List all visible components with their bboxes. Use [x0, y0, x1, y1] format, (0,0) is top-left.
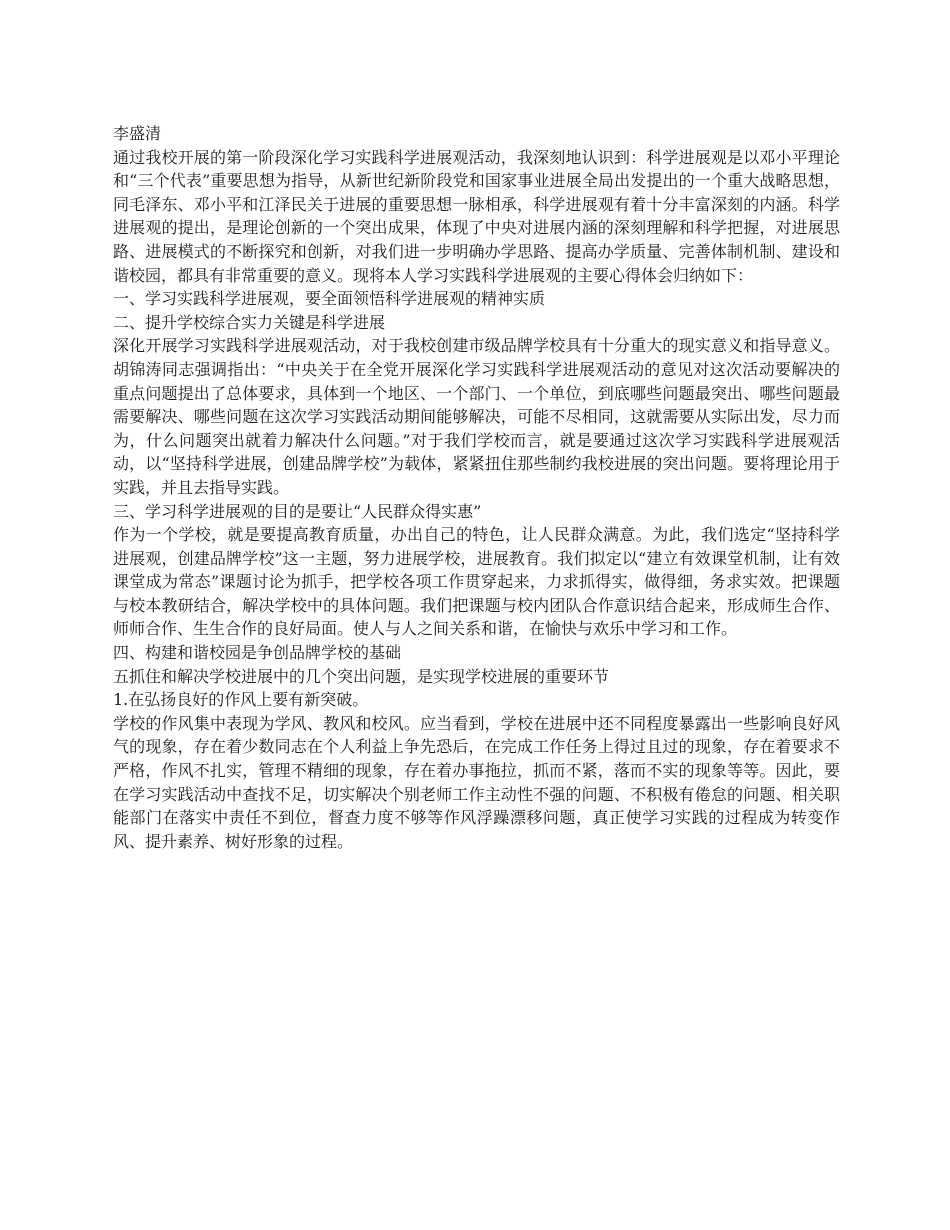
section-3-heading: 三、学习科学进展观的目的是要让“人民群众得实惠”	[113, 501, 482, 521]
document-page	[113, 122, 840, 853]
section-5-heading: 五抓住和解决学校进展中的几个突出问题，是实现学校进展的重要环节	[113, 666, 610, 686]
intro-paragraph: 通过我校开展的第一阶段深化学习实践科学进展观活动，我深刻地认识到：科学进展观是以邓小平理论和“三个代表”重要思想为指导，从新世纪新阶段党和国家事业进展全局出发提出的一个重大战略思想，同毛泽东、邓小平和江泽民关于进展的重要思想一脉相承，科学进展观有着十分丰富深刻的内涵。科学进展观的提出，是理论创新的一个突出成果，体现了中央对进展内涵的深刻理解和科学把握，对进展思路、进展模式的不断探究和创新，对我们进一步明确办学思路、提高办学质量、完善体制机制、建设和谐校园，都具有非常重要的意义。现将本人学习实践科学进展观的主要心得体会归纳如下：	[113, 147, 840, 285]
section-1-heading: 一、学习实践科学进展观，要全面领悟科学进展观的精神实质	[113, 289, 546, 309]
section-3-paragraph: 作为一个学校，就是要提高教育质量，办出自己的特色，让人民群众满意。为此，我们选定“坚持科学进展观，创建品牌学校”这一主题，努力进展学校，进展教育。我们拟定以“建立有效课堂机制，让有效课堂成为常态”课题讨论为抓手，把学校各项工作贯穿起来，力求抓得实，做得细，务求实效。把课题与校本教研结合，解决学校中的具体问题。我们把课题与校内团队合作意识结合起来，形成师生合作、师师合作、生生合作的良好局面。使人与人之间关系和谐，在愉快与欢乐中学习和工作。	[113, 525, 840, 639]
section-4-heading: 四、构建和谐校园是争创品牌学校的基础	[113, 643, 402, 663]
section-2-heading: 二、提升学校综合实力关键是科学进展	[113, 312, 386, 332]
section-2-paragraph: 深化开展学习实践科学进展观活动，对于我校创建市级品牌学校具有十分重大的现实意义和指导意义。胡锦涛同志强调指出：“中央关于在全党开展深化学习实践科学进展观活动的意见对这次活动要解决的重点问题提出了总体要求，具体到一个地区、一个部门、一个单位，到底哪些问题最突出、哪些问题最需要解决、哪些问题在这次学习实践活动期间能够解决，可能不尽相同，这就需要从实际出发，尽力而为，什么问题突出就着力解决什么问题。”对于我们学校而言，就是要通过这次学习实践科学进展观活动，以“坚持科学进展，创建品牌学校”为载体，紧紧扭住那些制约我校进展的突出问题。要将理论用于实践，并且去指导实践。	[113, 336, 840, 497]
author-name: 李盛清	[113, 124, 162, 143]
item-1-heading: 1.在弘扬良好的作风上要有新突破。	[113, 690, 369, 710]
item-1-paragraph: 学校的作风集中表现为学风、教风和校风。应当看到，学校在进展中还不同程度暴露出一些影响良好风气的现象，存在着少数同志在个人利益上争先恐后，在完成工作任务上得过且过的现象，存在着要求不严格，作风不扎实，管理不精细的现象，存在着办事拖拉，抓而不紧，落而不实的现象等等。因此，要在学习实践活动中查找不足，切实解决个别老师工作主动性不强的问题、不积极有倦怠的问题、相关职能部门在落实中责任不到位，督查力度不够等作风浮躁漂移问题，真正使学习实践的过程成为转变作风、提升素养、树好形象的过程。	[113, 713, 840, 851]
